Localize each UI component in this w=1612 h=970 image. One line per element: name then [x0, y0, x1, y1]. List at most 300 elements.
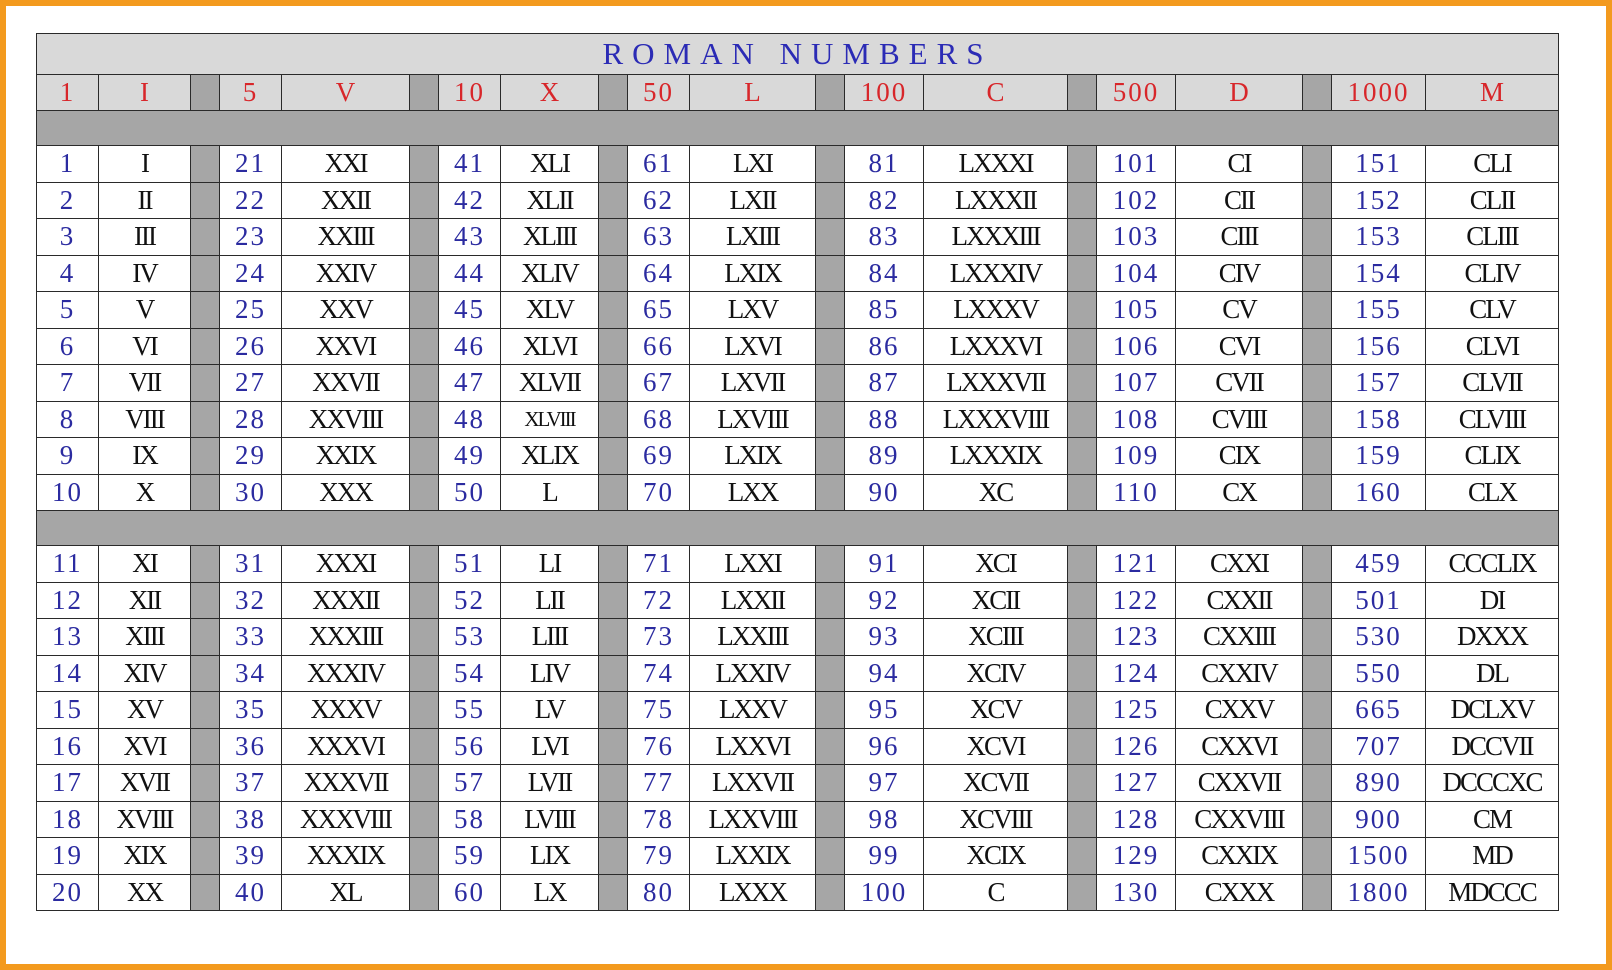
table-row	[37, 801, 1559, 838]
arabic-number-cell: 72	[628, 582, 690, 619]
roman-numeral-cell: CII	[1176, 182, 1303, 219]
column-divider	[599, 655, 628, 692]
roman-numeral-cell: XIV	[99, 655, 191, 692]
arabic-number-cell: 102	[1097, 182, 1176, 219]
arabic-number-cell: 1500	[1332, 838, 1426, 875]
column-divider	[1068, 75, 1097, 111]
column-divider	[191, 219, 220, 256]
roman-numeral-cell: XXXVI	[282, 728, 410, 765]
arabic-number-cell: 98	[845, 801, 924, 838]
table-row	[37, 655, 1559, 692]
roman-numeral-cell: LXVII	[690, 365, 816, 402]
roman-numeral-cell: XIX	[99, 838, 191, 875]
column-divider	[1303, 838, 1332, 875]
column-divider	[1068, 292, 1097, 329]
arabic-number-cell: 87	[845, 365, 924, 402]
column-divider	[599, 692, 628, 729]
arabic-number-cell: 103	[1097, 219, 1176, 256]
arabic-number-cell: 51	[439, 546, 501, 583]
column-divider	[599, 219, 628, 256]
header-number: 100	[845, 75, 924, 111]
arabic-number-cell: 530	[1332, 619, 1426, 656]
separator-cell	[37, 511, 1559, 546]
column-divider	[1068, 546, 1097, 583]
column-divider	[191, 874, 220, 911]
roman-numeral-cell: CVII	[1176, 365, 1303, 402]
column-divider	[410, 838, 439, 875]
arabic-number-cell: 38	[220, 801, 282, 838]
arabic-number-cell: 77	[628, 765, 690, 802]
roman-numeral-cell: L	[501, 474, 599, 511]
column-divider	[410, 474, 439, 511]
column-divider	[816, 365, 845, 402]
column-divider	[1068, 582, 1097, 619]
roman-numeral-cell: CLVIII	[1426, 401, 1559, 438]
column-divider	[816, 619, 845, 656]
column-divider	[599, 838, 628, 875]
roman-numeral-cell: CXXVI	[1176, 728, 1303, 765]
arabic-number-cell: 75	[628, 692, 690, 729]
roman-numeral-cell: CLII	[1426, 182, 1559, 219]
roman-numeral-cell: V	[99, 292, 191, 329]
column-divider	[1068, 255, 1097, 292]
arabic-number-cell: 76	[628, 728, 690, 765]
roman-numeral-cell: II	[99, 182, 191, 219]
column-divider	[1303, 438, 1332, 475]
arabic-number-cell: 8	[37, 401, 99, 438]
roman-numeral-cell: DCLXV	[1426, 692, 1559, 729]
arabic-number-cell: 28	[220, 401, 282, 438]
column-divider	[191, 765, 220, 802]
column-divider	[816, 546, 845, 583]
roman-numeral-cell: CI	[1176, 146, 1303, 183]
arabic-number-cell: 80	[628, 874, 690, 911]
column-divider	[410, 328, 439, 365]
arabic-number-cell: 9	[37, 438, 99, 475]
table-row	[37, 401, 1559, 438]
roman-numeral-cell: XXXV	[282, 692, 410, 729]
column-divider	[1303, 582, 1332, 619]
arabic-number-cell: 10	[37, 474, 99, 511]
roman-numeral-cell: XC	[924, 474, 1068, 511]
arabic-number-cell: 60	[439, 874, 501, 911]
roman-numeral-cell: XX	[99, 874, 191, 911]
arabic-number-cell: 156	[1332, 328, 1426, 365]
arabic-number-cell: 65	[628, 292, 690, 329]
table-row	[37, 619, 1559, 656]
roman-numeral-cell: XXXIX	[282, 838, 410, 875]
arabic-number-cell: 83	[845, 219, 924, 256]
arabic-number-cell: 46	[439, 328, 501, 365]
arabic-number-cell: 31	[220, 546, 282, 583]
roman-numeral-cell: CXXII	[1176, 582, 1303, 619]
arabic-number-cell: 1800	[1332, 874, 1426, 911]
roman-numeral-cell: CX	[1176, 474, 1303, 511]
arabic-number-cell: 24	[220, 255, 282, 292]
arabic-number-cell: 25	[220, 292, 282, 329]
roman-numeral-cell: DI	[1426, 582, 1559, 619]
roman-numeral-cell: LXXXIV	[924, 255, 1068, 292]
roman-numeral-cell: IV	[99, 255, 191, 292]
arabic-number-cell: 39	[220, 838, 282, 875]
column-divider	[1303, 219, 1332, 256]
arabic-number-cell: 96	[845, 728, 924, 765]
arabic-number-cell: 153	[1332, 219, 1426, 256]
column-divider	[191, 582, 220, 619]
column-divider	[599, 619, 628, 656]
roman-numeral-cell: XCIX	[924, 838, 1068, 875]
arabic-number-cell: 53	[439, 619, 501, 656]
arabic-number-cell: 459	[1332, 546, 1426, 583]
arabic-number-cell: 40	[220, 874, 282, 911]
roman-numeral-cell: XXXIII	[282, 619, 410, 656]
column-divider	[1068, 692, 1097, 729]
roman-numeral-cell: CLVI	[1426, 328, 1559, 365]
column-divider	[599, 438, 628, 475]
arabic-number-cell: 2	[37, 182, 99, 219]
page-title: ROMAN NUMBERS	[37, 34, 1559, 75]
roman-numeral-cell: XVII	[99, 765, 191, 802]
arabic-number-cell: 57	[439, 765, 501, 802]
column-divider	[191, 438, 220, 475]
roman-numeral-cell: LXXXVI	[924, 328, 1068, 365]
arabic-number-cell: 104	[1097, 255, 1176, 292]
arabic-number-cell: 49	[439, 438, 501, 475]
roman-numeral-cell: X	[99, 474, 191, 511]
arabic-number-cell: 19	[37, 838, 99, 875]
table-row	[37, 328, 1559, 365]
table-row	[37, 546, 1559, 583]
column-divider	[1303, 692, 1332, 729]
arabic-number-cell: 20	[37, 874, 99, 911]
roman-numeral-cell: LIV	[501, 655, 599, 692]
roman-numeral-cell: LXVI	[690, 328, 816, 365]
roman-numeral-cell: XLIX	[501, 438, 599, 475]
arabic-number-cell: 550	[1332, 655, 1426, 692]
arabic-number-cell: 95	[845, 692, 924, 729]
roman-numeral-cell: XCI	[924, 546, 1068, 583]
roman-numeral-cell: LXXIX	[690, 838, 816, 875]
arabic-number-cell: 66	[628, 328, 690, 365]
roman-numeral-cell: LXXXVII	[924, 365, 1068, 402]
roman-numeral-cell: DCCVII	[1426, 728, 1559, 765]
roman-numeral-cell: LXXIII	[690, 619, 816, 656]
column-divider	[410, 146, 439, 183]
separator-band	[37, 111, 1559, 146]
roman-numeral-cell: XV	[99, 692, 191, 729]
arabic-number-cell: 890	[1332, 765, 1426, 802]
arabic-number-cell: 68	[628, 401, 690, 438]
roman-numeral-cell: LXXXVIII	[924, 401, 1068, 438]
header-roman: V	[282, 75, 410, 111]
roman-numeral-cell: XLVII	[501, 365, 599, 402]
roman-numeral-cell: XXXVII	[282, 765, 410, 802]
arabic-number-cell: 121	[1097, 546, 1176, 583]
arabic-number-cell: 159	[1332, 438, 1426, 475]
roman-numeral-cell: XXII	[282, 182, 410, 219]
column-divider	[599, 728, 628, 765]
roman-numeral-cell: XXI	[282, 146, 410, 183]
arabic-number-cell: 110	[1097, 474, 1176, 511]
separator-cell	[37, 111, 1559, 146]
roman-numeral-cell: XXX	[282, 474, 410, 511]
arabic-number-cell: 16	[37, 728, 99, 765]
column-divider	[191, 75, 220, 111]
roman-numeral-cell: VII	[99, 365, 191, 402]
arabic-number-cell: 122	[1097, 582, 1176, 619]
column-divider	[599, 255, 628, 292]
column-divider	[1303, 365, 1332, 402]
roman-numeral-cell: LII	[501, 582, 599, 619]
column-divider	[410, 692, 439, 729]
column-divider	[816, 75, 845, 111]
roman-numeral-cell: LXXXIX	[924, 438, 1068, 475]
arabic-number-cell: 22	[220, 182, 282, 219]
roman-numeral-cell: LXXI	[690, 546, 816, 583]
roman-numeral-cell: XCV	[924, 692, 1068, 729]
column-divider	[599, 874, 628, 911]
roman-numeral-cell: LVIII	[501, 801, 599, 838]
column-divider	[1303, 182, 1332, 219]
arabic-number-cell: 106	[1097, 328, 1176, 365]
roman-numeral-cell: XCVII	[924, 765, 1068, 802]
arabic-number-cell: 97	[845, 765, 924, 802]
arabic-number-cell: 23	[220, 219, 282, 256]
table-row	[37, 474, 1559, 511]
column-divider	[1303, 146, 1332, 183]
roman-numeral-cell: XXXI	[282, 546, 410, 583]
roman-numeral-cell: CLX	[1426, 474, 1559, 511]
arabic-number-cell: 108	[1097, 401, 1176, 438]
roman-numeral-cell: MDCCC	[1426, 874, 1559, 911]
arabic-number-cell: 92	[845, 582, 924, 619]
arabic-number-cell: 74	[628, 655, 690, 692]
roman-numeral-cell: XXXVIII	[282, 801, 410, 838]
roman-numeral-cell: CM	[1426, 801, 1559, 838]
column-divider	[599, 75, 628, 111]
column-divider	[1068, 728, 1097, 765]
roman-numeral-cell: C	[924, 874, 1068, 911]
table-row	[37, 838, 1559, 875]
column-divider	[599, 182, 628, 219]
arabic-number-cell: 707	[1332, 728, 1426, 765]
column-divider	[599, 546, 628, 583]
column-divider	[1068, 801, 1097, 838]
table-row	[37, 292, 1559, 329]
roman-numeral-cell: LXV	[690, 292, 816, 329]
arabic-number-cell: 35	[220, 692, 282, 729]
header-number: 50	[628, 75, 690, 111]
column-divider	[1303, 546, 1332, 583]
arabic-number-cell: 129	[1097, 838, 1176, 875]
arabic-number-cell: 62	[628, 182, 690, 219]
column-divider	[1303, 619, 1332, 656]
column-divider	[191, 838, 220, 875]
roman-numeral-cell: XXXIV	[282, 655, 410, 692]
header-number: 1	[37, 75, 99, 111]
arabic-number-cell: 64	[628, 255, 690, 292]
arabic-number-cell: 84	[845, 255, 924, 292]
header-roman: C	[924, 75, 1068, 111]
arabic-number-cell: 160	[1332, 474, 1426, 511]
roman-numeral-cell: LXXVI	[690, 728, 816, 765]
roman-numeral-cell: LVI	[501, 728, 599, 765]
roman-numeral-cell: XLV	[501, 292, 599, 329]
column-divider	[191, 182, 220, 219]
arabic-number-cell: 3	[37, 219, 99, 256]
column-divider	[191, 146, 220, 183]
column-divider	[599, 474, 628, 511]
arabic-number-cell: 94	[845, 655, 924, 692]
roman-numeral-cell: XXVII	[282, 365, 410, 402]
arabic-number-cell: 70	[628, 474, 690, 511]
column-divider	[1303, 874, 1332, 911]
column-divider	[816, 692, 845, 729]
header-row	[37, 75, 1559, 111]
roman-numeral-cell: XLII	[501, 182, 599, 219]
column-divider	[1068, 365, 1097, 402]
arabic-number-cell: 90	[845, 474, 924, 511]
roman-numeral-cell: CXXIII	[1176, 619, 1303, 656]
column-divider	[191, 292, 220, 329]
column-divider	[1068, 474, 1097, 511]
column-divider	[816, 219, 845, 256]
arabic-number-cell: 82	[845, 182, 924, 219]
arabic-number-cell: 157	[1332, 365, 1426, 402]
column-divider	[1068, 765, 1097, 802]
header-roman: M	[1426, 75, 1559, 111]
roman-numeral-cell: XLI	[501, 146, 599, 183]
column-divider	[191, 655, 220, 692]
roman-numeral-cell: LV	[501, 692, 599, 729]
table-row	[37, 765, 1559, 802]
roman-numeral-cell: LI	[501, 546, 599, 583]
table-row	[37, 255, 1559, 292]
roman-numeral-cell: XCIV	[924, 655, 1068, 692]
table-row	[37, 146, 1559, 183]
arabic-number-cell: 1	[37, 146, 99, 183]
roman-numeral-cell: XVIII	[99, 801, 191, 838]
roman-numeral-cell: VI	[99, 328, 191, 365]
roman-numeral-cell: XXVI	[282, 328, 410, 365]
header-number: 500	[1097, 75, 1176, 111]
roman-numeral-cell: XCVIII	[924, 801, 1068, 838]
roman-numeral-cell: CLV	[1426, 292, 1559, 329]
column-divider	[410, 655, 439, 692]
arabic-number-cell: 44	[439, 255, 501, 292]
arabic-number-cell: 5	[37, 292, 99, 329]
column-divider	[1068, 146, 1097, 183]
roman-numeral-cell: MD	[1426, 838, 1559, 875]
roman-numeral-cell: CXXV	[1176, 692, 1303, 729]
column-divider	[410, 365, 439, 402]
column-divider	[816, 146, 845, 183]
arabic-number-cell: 12	[37, 582, 99, 619]
roman-numeral-cell: LXXX	[690, 874, 816, 911]
arabic-number-cell: 89	[845, 438, 924, 475]
column-divider	[1303, 328, 1332, 365]
column-divider	[599, 146, 628, 183]
column-divider	[1303, 75, 1332, 111]
header-roman: D	[1176, 75, 1303, 111]
arabic-number-cell: 56	[439, 728, 501, 765]
arabic-number-cell: 48	[439, 401, 501, 438]
roman-numeral-cell: LXXII	[690, 582, 816, 619]
roman-numeral-cell: XCVI	[924, 728, 1068, 765]
arabic-number-cell: 54	[439, 655, 501, 692]
arabic-number-cell: 67	[628, 365, 690, 402]
roman-numeral-cell: CXXVII	[1176, 765, 1303, 802]
roman-numeral-cell: DCCCXC	[1426, 765, 1559, 802]
arabic-number-cell: 124	[1097, 655, 1176, 692]
header-roman: X	[501, 75, 599, 111]
arabic-number-cell: 152	[1332, 182, 1426, 219]
arabic-number-cell: 13	[37, 619, 99, 656]
table-row	[37, 582, 1559, 619]
arabic-number-cell: 123	[1097, 619, 1176, 656]
arabic-number-cell: 26	[220, 328, 282, 365]
arabic-number-cell: 7	[37, 365, 99, 402]
roman-numeral-cell: CLIV	[1426, 255, 1559, 292]
roman-numeral-cell: CVI	[1176, 328, 1303, 365]
roman-numeral-cell: CIX	[1176, 438, 1303, 475]
column-divider	[410, 546, 439, 583]
roman-numeral-cell: LXII	[690, 182, 816, 219]
roman-numeral-cell: XL	[282, 874, 410, 911]
roman-numeral-cell: XXVIII	[282, 401, 410, 438]
table-row	[37, 874, 1559, 911]
roman-numeral-cell: LXI	[690, 146, 816, 183]
arabic-number-cell: 900	[1332, 801, 1426, 838]
roman-numeral-cell: CCCLIX	[1426, 546, 1559, 583]
header-roman: I	[99, 75, 191, 111]
column-divider	[816, 801, 845, 838]
roman-numeral-cell: XXIX	[282, 438, 410, 475]
roman-numeral-cell: XII	[99, 582, 191, 619]
arabic-number-cell: 36	[220, 728, 282, 765]
column-divider	[1303, 765, 1332, 802]
arabic-number-cell: 33	[220, 619, 282, 656]
column-divider	[816, 838, 845, 875]
column-divider	[1068, 655, 1097, 692]
separator-band	[37, 511, 1559, 546]
arabic-number-cell: 27	[220, 365, 282, 402]
roman-numeral-cell: CLIII	[1426, 219, 1559, 256]
column-divider	[1068, 401, 1097, 438]
column-divider	[191, 401, 220, 438]
column-divider	[1068, 874, 1097, 911]
arabic-number-cell: 47	[439, 365, 501, 402]
column-divider	[599, 582, 628, 619]
arabic-number-cell: 154	[1332, 255, 1426, 292]
column-divider	[191, 328, 220, 365]
column-divider	[599, 365, 628, 402]
column-divider	[410, 801, 439, 838]
arabic-number-cell: 86	[845, 328, 924, 365]
arabic-number-cell: 30	[220, 474, 282, 511]
arabic-number-cell: 15	[37, 692, 99, 729]
arabic-number-cell: 4	[37, 255, 99, 292]
header-number: 1000	[1332, 75, 1426, 111]
roman-numeral-cell: XI	[99, 546, 191, 583]
roman-numeral-cell: XLVIII	[501, 401, 599, 438]
roman-numeral-cell: CLVII	[1426, 365, 1559, 402]
roman-numeral-cell: LXIX	[690, 438, 816, 475]
arabic-number-cell: 501	[1332, 582, 1426, 619]
column-divider	[191, 255, 220, 292]
column-divider	[410, 874, 439, 911]
roman-numeral-cell: III	[99, 219, 191, 256]
